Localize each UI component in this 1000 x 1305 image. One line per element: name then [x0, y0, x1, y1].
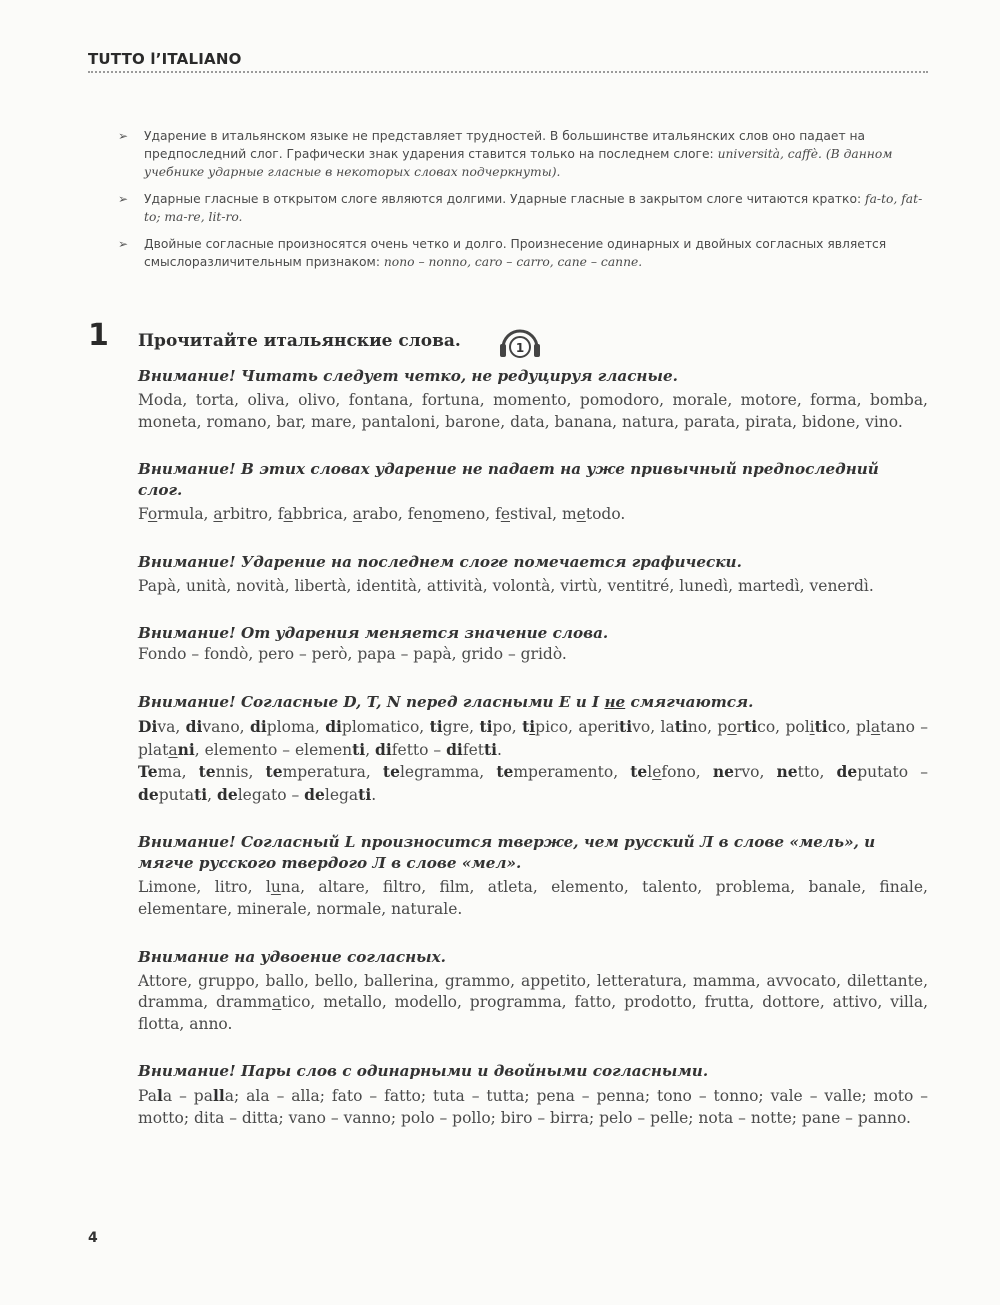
note-example: università, caffè. (В данном учебнике ударные гласные в некоторых словах подчеркнуты). [144, 147, 893, 179]
section [138, 1061, 928, 1129]
attention-heading: Внимание! В этих словах ударение не падает на уже привычный предпоследний слог. [138, 460, 879, 500]
section [138, 552, 928, 598]
exercise-content [138, 366, 928, 1156]
arrow-bullet-icon: ➢ [118, 192, 129, 206]
attention-heading: Внимание! Согласные D, T, N перед гласными E и I не смягчаются. [138, 692, 754, 711]
section [138, 947, 928, 1036]
word-list: Formula, arbitro, fabbrica, arabo, fenomeno, festival, metodo. [138, 505, 626, 524]
attention-heading: Внимание! Пары слов с одинарными и двойными согласными. [138, 1062, 709, 1081]
note-text: Двойные согласные произносятся очень четко и долго. Произнесение одинарных и двойных согласных является смыслоразличительным признаком: [144, 237, 887, 269]
word-list: Pala – palla; ala – alla; fato – fatto; tuta – tutta; pena – penna; tono – tonno; vale – valle; moto – motto; dita – ditta; vano – vanno; polo – pollo; biro – birra; pelo – pelle; nota – notte; pane – panno. [138, 1086, 928, 1127]
word-list: Fondo – fondò, pero – però, papa – papà, grido – gridò. [138, 645, 567, 664]
word-list: Attore, gruppo, ballo, bello, ballerina, grammo, appetito, letteratura, mamma, avvocato, dilettante, dramma, drammatico, metallo, modello, programma, fatto, prodotto, frutta, dottore, attivo, villa, flotta, anno. [138, 971, 928, 1033]
audio-track-number: 1 [515, 341, 525, 355]
attention-heading: Внимание на удвоение согласных. [138, 947, 446, 966]
attention-heading: Внимание! Согласный L произносится тверже, чем русский Л в слове «мель», и мягче русского твердого Л в слове «мел». [138, 833, 876, 873]
section [138, 366, 928, 433]
attention-heading: Внимание! Читать следует четко, не редуцируя гласные. [138, 367, 678, 385]
section [138, 832, 928, 920]
attention-heading: Внимание! Ударение на последнем слоге помечается графически. [138, 552, 742, 571]
note-item [118, 235, 928, 271]
headphones-icon[interactable] [498, 322, 542, 362]
attention-heading: Внимание! От ударения меняется значение слова. [138, 624, 609, 643]
exercise-title: Прочитайте итальянские слова. [138, 331, 461, 351]
running-header: TUTTO l’ITALIANO [88, 50, 242, 68]
note-text: Ударение в итальянском языке не представляет трудностей. В большинстве итальянских слов оно падает на предпоследний слог. Графически знак ударения ставится только на последнем слоге: [144, 129, 866, 161]
arrow-bullet-icon: ➢ [118, 237, 129, 251]
word-list: Papà, unità, novità, libertà, identità, attività, volontà, virtù, ventitré, lunedì, martedì, venerdì. [138, 576, 874, 595]
section [138, 692, 928, 806]
section [138, 623, 928, 666]
word-list: Diva, divano, diploma, diplomatico, tigre, tipo, tipico, aperitivo, latino, portico, politico, platano – platani, elemento – elementi, difetto – difetti. Tema, tennis, temperatura, telegramma, temperamento, telefono, nervo, netto, deputato – deputati, delegato – delegati. [138, 716, 929, 804]
note-item [118, 127, 928, 181]
note-example: nono – nonno, caro – carro, cane – canne. [383, 255, 643, 269]
intro-notes [118, 127, 928, 280]
note-example: fa-to, fat-to; ma-re, lit-ro. [144, 192, 923, 224]
note-text: Ударные гласные в открытом слоге являются долгими. Ударные гласные в закрытом слоге читаются кратко: [144, 192, 866, 206]
word-list: Limone, litro, luna, altare, filtro, film, atleta, elemento, talento, problema, banale, finale, elementare, minerale, normale, naturale. [138, 878, 928, 918]
exercise-number: 1 [88, 318, 109, 353]
page-number: 4 [88, 1230, 98, 1246]
word-list: Moda, torta, oliva, olivo, fontana, fortuna, momento, pomodoro, morale, motore, forma, bomba, moneta, romano, bar, mare, pantaloni, barone, data, banana, natura, parata, pirata, bidone, vino. [138, 391, 928, 431]
note-item [118, 190, 928, 226]
header-divider [88, 71, 928, 73]
arrow-bullet-icon: ➢ [118, 129, 129, 143]
section [138, 459, 928, 526]
